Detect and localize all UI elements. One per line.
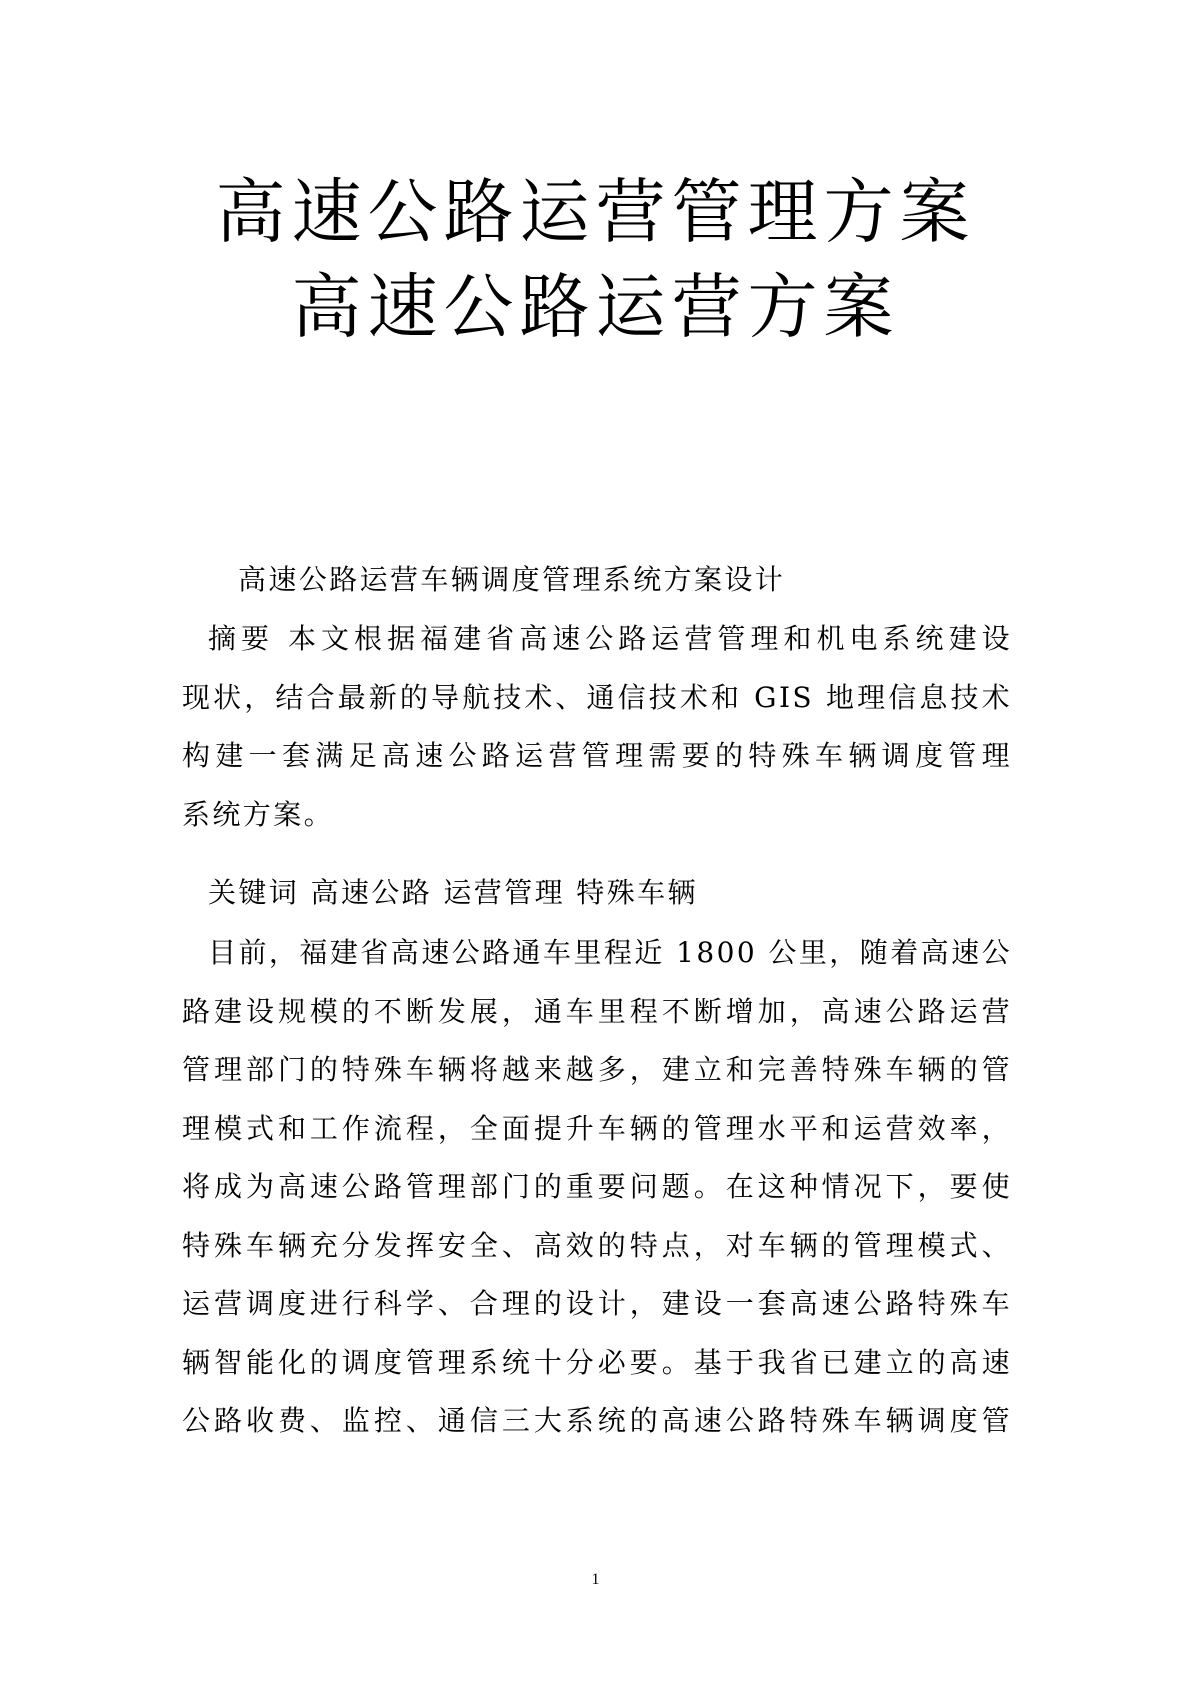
body-line: 特殊车辆充分发挥安全、高效的特点，对车辆的管理模式、 [182,1228,1012,1262]
body-line: 将成为高速公路管理部门的重要问题。在这种情况下，要使 [182,1170,1012,1203]
abstract-line: 系统方案。 [182,797,335,831]
abstract-line: 摘要 本文根据福建省高速公路运营管理和机电系统建设 [208,622,1012,655]
document-title-line-2: 高速公路运营方案 [291,266,900,348]
body-paragraph [182,924,1012,1451]
abstract-line: 现状，结合最新的导航技术、通信技术和 GIS 地理信息技术 [182,680,1012,714]
page-number: 1 [591,1571,600,1588]
body-line: 运营调度进行科学、合理的设计，建设一套高速公路特殊车 [182,1287,1012,1320]
body-line: 理模式和工作流程，全面提升车辆的管理水平和运营效率， [182,1111,1012,1145]
section-subtitle: 高速公路运营车辆调度管理系统方案设计 [238,563,786,596]
keywords-paragraph [182,864,1012,923]
section-subtitle-block [182,551,1012,610]
body-line: 公路收费、监控、通信三大系统的高速公路特殊车辆调度管 [182,1404,1012,1437]
abstract-paragraph [182,610,1012,844]
body-line: 辆智能化的调度管理系统十分必要。基于我省已建立的高速 [182,1345,1012,1379]
body-line: 管理部门的特殊车辆将越来越多，建立和完善特殊车辆的管 [182,1053,1012,1086]
body-line: 目前，福建省高速公路通车里程近 1800 公里，随着高速公 [208,936,1012,969]
abstract-line: 构建一套满足高速公路运营管理需要的特殊车辆调度管理 [182,739,1012,772]
body-line: 路建设规模的不断发展，通车里程不断增加，高速公路运营 [182,994,1012,1028]
document-title-line-1: 高速公路运营管理方案 [215,171,976,253]
keywords-line: 关键词 高速公路 运营管理 特殊车辆 [208,876,698,909]
